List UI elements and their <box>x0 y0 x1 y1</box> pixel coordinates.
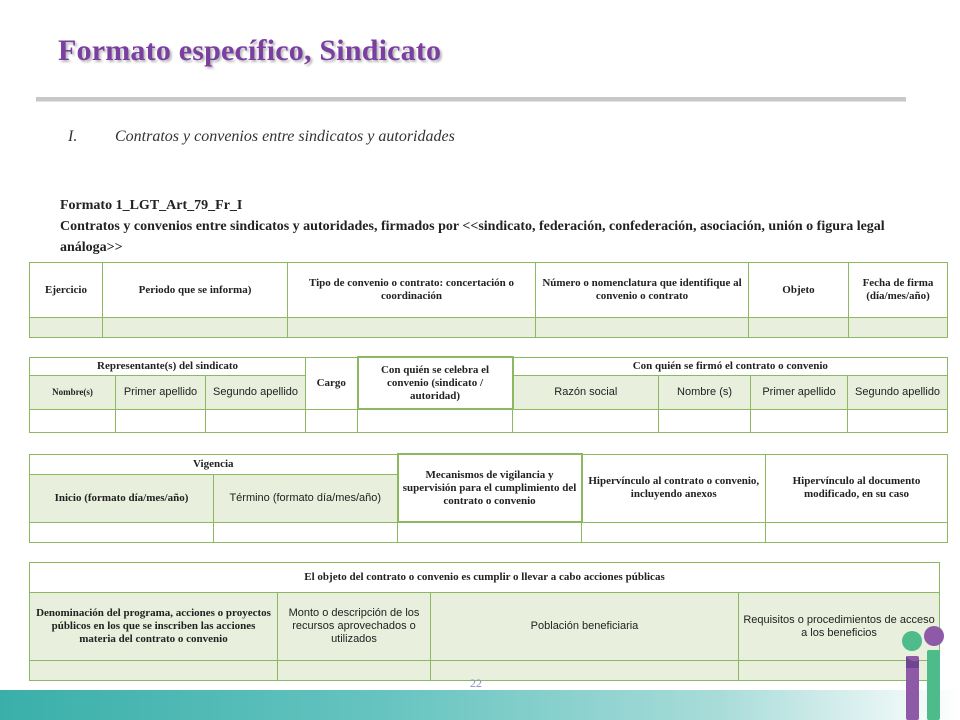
header-cargo: Cargo <box>306 357 358 409</box>
header-vigencia: Vigencia <box>30 454 398 474</box>
table-cell[interactable] <box>749 318 849 338</box>
header-inicio: Inicio (formato día/mes/año) <box>30 474 214 522</box>
header-hipervinculo-contrato: Hipervínculo al contrato o convenio, incluyendo anexos <box>582 454 766 522</box>
table-cell[interactable] <box>536 318 749 338</box>
table-cell[interactable] <box>206 409 306 432</box>
table-cell[interactable] <box>398 522 582 542</box>
header-tipo-convenio: Tipo de convenio o contrato: concertación o coordinación <box>288 263 536 318</box>
table-general <box>29 262 948 338</box>
header-mecanismos: Mecanismos de vigilancia y supervisión para el cumplimiento del contrato o convenio <box>398 454 582 522</box>
page-number: 22 <box>470 676 482 690</box>
table-cell[interactable] <box>30 661 278 681</box>
header-nombre: Nombre(s) <box>30 375 116 409</box>
format-id: Formato 1_LGT_Art_79_Fr_I <box>60 198 243 213</box>
table-cell[interactable] <box>849 318 948 338</box>
table-cell[interactable] <box>766 522 948 542</box>
format-intro <box>60 195 900 258</box>
header-requisitos: Requisitos o procedimientos de acceso a los beneficios <box>739 593 940 661</box>
header-nombre-firmante: Nombre (s) <box>659 375 751 409</box>
header-ejercicio: Ejercicio <box>30 263 103 318</box>
table-acciones-publicas <box>29 562 940 681</box>
header-poblacion: Población beneficiaria <box>431 593 739 661</box>
footer-bar <box>0 690 960 720</box>
header-fecha-firma: Fecha de firma (día/mes/año) <box>849 263 948 318</box>
table-cell[interactable] <box>751 409 848 432</box>
header-con-quien-firmo: Con quién se firmó el contrato o convenio <box>513 357 948 375</box>
table-cell[interactable] <box>214 522 398 542</box>
header-representante: Representante(s) del sindicato <box>30 357 306 375</box>
institution-logo-icon <box>898 620 960 720</box>
header-segundo-apellido-firmante: Segundo apellido <box>848 375 948 409</box>
header-numero: Número o nomenclatura que identifique al convenio o contrato <box>536 263 749 318</box>
header-primer-apellido: Primer apellido <box>116 375 206 409</box>
table-cell[interactable] <box>513 409 659 432</box>
header-objeto-acciones: El objeto del contrato o convenio es cumplir o llevar a cabo acciones públicas <box>30 563 940 593</box>
table-cell[interactable] <box>30 409 116 432</box>
header-hipervinculo-documento: Hipervínculo al documento modificado, en su caso <box>766 454 948 522</box>
table-cell[interactable] <box>30 522 214 542</box>
table-cell[interactable] <box>306 409 358 432</box>
header-razon-social: Razón social <box>513 375 659 409</box>
table-cell[interactable] <box>358 409 513 432</box>
header-termino: Término (formato día/mes/año) <box>214 474 398 522</box>
header-segundo-apellido: Segundo apellido <box>206 375 306 409</box>
header-primer-apellido-firmante: Primer apellido <box>751 375 848 409</box>
format-description: Contratos y convenios entre sindicatos y autoridades, firmados por <<sindicato, federación, confederación, asociación, unión o figura legal análoga>> <box>60 219 885 255</box>
header-objeto: Objeto <box>749 263 849 318</box>
section-text: Contratos y convenios entre sindicatos y autoridades <box>115 128 455 145</box>
table-cell[interactable] <box>278 661 431 681</box>
section-number: I. <box>68 128 78 145</box>
header-con-quien-celebra: Con quién se celebra el convenio (sindicato / autoridad) <box>358 357 513 409</box>
table-cell[interactable] <box>659 409 751 432</box>
section-heading <box>68 128 455 146</box>
table-cell[interactable] <box>116 409 206 432</box>
table-vigencia <box>29 453 948 543</box>
table-cell[interactable] <box>103 318 288 338</box>
table-cell[interactable] <box>582 522 766 542</box>
title-divider <box>36 97 906 102</box>
table-representantes <box>29 356 948 433</box>
table-cell[interactable] <box>30 318 103 338</box>
header-periodo: Periodo que se informa) <box>103 263 288 318</box>
header-denominacion: Denominación del programa, acciones o proyectos públicos en los que se inscriben las acciones materia del contrato o convenio <box>30 593 278 661</box>
page-title: Formato específico, Sindicato <box>58 34 442 67</box>
table-cell[interactable] <box>848 409 948 432</box>
table-cell[interactable] <box>288 318 536 338</box>
header-monto: Monto o descripción de los recursos aprovechados o utilizados <box>278 593 431 661</box>
